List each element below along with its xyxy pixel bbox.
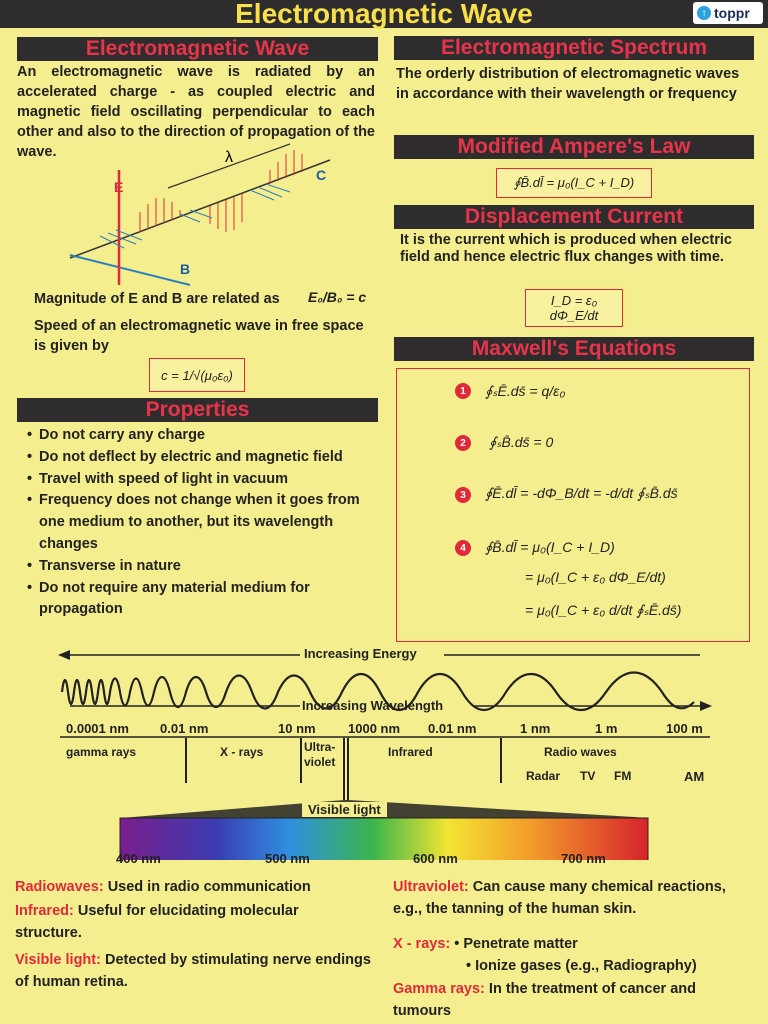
c-label: C <box>316 167 327 183</box>
use-infrared-desc: Useful for elucidating molecular structure. <box>15 903 299 941</box>
equation-number: 4 <box>455 540 471 556</box>
use-radio <box>15 876 385 898</box>
divider <box>500 738 502 783</box>
visible-tick: 600 nm <box>413 851 458 866</box>
use-xray-title: X - rays: <box>393 936 451 952</box>
maxwell-eq-4b: = μ₀(I_C + ε₀ dΦ_E/dt) <box>525 569 666 585</box>
left-arrow-icon <box>58 650 70 660</box>
speed-equation: c = 1/√(μ₀ε₀) <box>149 358 245 392</box>
use-infrared-title: Infrared: <box>15 903 74 919</box>
use-visible-title: Visible light: <box>15 952 101 968</box>
use-xray <box>393 933 753 955</box>
list-item: • Frequency does not change when it goes from one medium to another, but its wavelength changes <box>17 490 372 555</box>
use-visible-desc: Detected by stimulating nerve endings of human retina. <box>15 952 371 990</box>
displacement-heading: Displacement Current <box>394 205 754 229</box>
scale-tick: 1000 nm <box>348 721 401 736</box>
use-radio-desc: Used in radio communication <box>107 879 311 895</box>
region-radar: Radar <box>526 769 561 783</box>
visible-tick: 500 nm <box>265 851 310 866</box>
maxwell-heading: Maxwell's Equations <box>394 337 754 361</box>
toppr-logo[interactable] <box>693 2 763 24</box>
divider <box>185 738 187 783</box>
scale-tick: 0.01 nm <box>428 721 477 736</box>
visible-label: Visible light <box>302 802 387 817</box>
divider <box>300 738 302 783</box>
equation-number: 2 <box>455 435 471 451</box>
scale-tick: 10 nm <box>278 721 316 736</box>
equation-number: 1 <box>455 383 471 399</box>
region-uv: Ultra-violet <box>304 740 336 769</box>
energy-label: Increasing Energy <box>304 646 417 661</box>
scale-tick: 1 m <box>595 721 618 736</box>
scale-tick: 0.01 nm <box>160 721 209 736</box>
use-uv-desc: Can cause many chemical reactions, e.g., the tanning of the human skin. <box>393 879 726 917</box>
use-uv <box>393 876 738 920</box>
region-radio: Radio waves <box>544 745 617 759</box>
em-wave-heading: Electromagnetic Wave <box>17 37 378 61</box>
lambda-label: λ <box>225 149 233 166</box>
b-label: B <box>180 261 191 277</box>
brand-name: toppr <box>714 5 750 21</box>
spectrum-heading: Electromagnetic Spectrum <box>394 36 754 60</box>
use-infrared <box>15 900 360 944</box>
propagation-axis <box>70 160 330 258</box>
properties-heading: Properties <box>17 398 378 422</box>
spectrum-text: The orderly distribution of electromagnetic waves in accordance with their wavelength or frequency <box>396 66 740 102</box>
b-field-lines <box>100 184 290 248</box>
b-axis <box>70 255 190 285</box>
visible-tick: 700 nm <box>561 851 606 866</box>
maxwell-equations-box <box>396 368 750 642</box>
list-item: • Do not require any material medium for propagation <box>17 578 372 622</box>
equation-number: 3 <box>455 487 471 503</box>
use-gamma <box>393 978 758 1022</box>
em-wave-text: An electromagnetic wave is radiated by an accelerated charge - as coupled electric and magnetic field oscillating perpendicular to each other and also to the direction of propagation of the wave. <box>17 64 375 160</box>
visible-tick: 400 nm <box>116 851 161 866</box>
use-gamma-desc: In the treatment of cancer and tumours <box>393 981 696 1019</box>
maxwell-eq-4c: = μ₀(I_C + ε₀ d/dt ∮ₛĒ.ds̄) <box>525 602 682 618</box>
use-uv-title: Ultraviolet: <box>393 879 469 895</box>
use-radio-title: Radiowaves: <box>15 879 104 895</box>
visible-spectrum <box>0 780 768 860</box>
maxwell-eq-1: ∮ₛĒ.ds̄ = q/ε₀ <box>485 383 566 399</box>
region-am: AM <box>684 769 705 784</box>
ampere-equation: ∮B̄.dl̄ = μ₀(I_C + I_D) <box>496 168 652 198</box>
region-fm: FM <box>614 769 632 783</box>
list-item: • Do not carry any charge <box>17 425 372 447</box>
scale-tick: 0.0001 nm <box>66 721 129 736</box>
maxwell-eq-4a: ∮B̄.dl̄ = μ₀(I_C + I_D) <box>485 539 615 555</box>
wavelength-label: Increasing Wavelength <box>302 698 444 713</box>
displacement-equation: I_D = ε₀ dΦ_E/dt <box>525 289 623 327</box>
use-xray-desc-1: • Penetrate matter <box>454 936 578 952</box>
region-infrared: Infrared <box>388 745 433 759</box>
magnitude-text: Magnitude of E and B are related as <box>34 291 280 307</box>
use-visible <box>15 949 380 993</box>
use-xray-desc-2: • Ionize gases (e.g., Radiography) <box>466 958 697 974</box>
scale-tick: 100 m <box>666 721 703 736</box>
speed-text: Speed of an electromagnetic wave in free space is given by <box>34 318 364 354</box>
region-gamma: gamma rays <box>66 745 137 759</box>
em-wave-diagram <box>60 140 350 290</box>
maxwell-eq-3: ∮Ē.dl̄ = -dΦ_B/dt = -d/dt ∮ₛB̄.ds̄ <box>485 485 678 501</box>
ampere-heading: Modified Ampere's Law <box>394 135 754 159</box>
page-title: Electromagnetic Wave <box>235 0 533 29</box>
arrow-up-icon: ↑ <box>697 6 711 20</box>
e-label: E <box>114 179 124 195</box>
list-item: • Do not deflect by electric and magnetic field <box>17 447 372 469</box>
maxwell-eq-2: ∮ₛB̄.ds̄ = 0 <box>489 434 554 450</box>
region-xray: X - rays <box>220 745 264 759</box>
properties-list <box>17 425 372 621</box>
displacement-text: It is the current which is produced when electric field and hence electric flux changes with time. <box>400 232 732 265</box>
right-arrow-icon <box>700 701 712 711</box>
magnitude-equation: E₀/B₀ = c <box>308 289 367 305</box>
list-item: • Travel with speed of light in vacuum <box>17 469 372 491</box>
scale-tick: 1 nm <box>520 721 551 736</box>
e-field-lines <box>140 150 302 232</box>
region-tv: TV <box>580 769 596 783</box>
list-item: • Transverse in nature <box>17 556 372 578</box>
use-gamma-title: Gamma rays: <box>393 981 485 997</box>
